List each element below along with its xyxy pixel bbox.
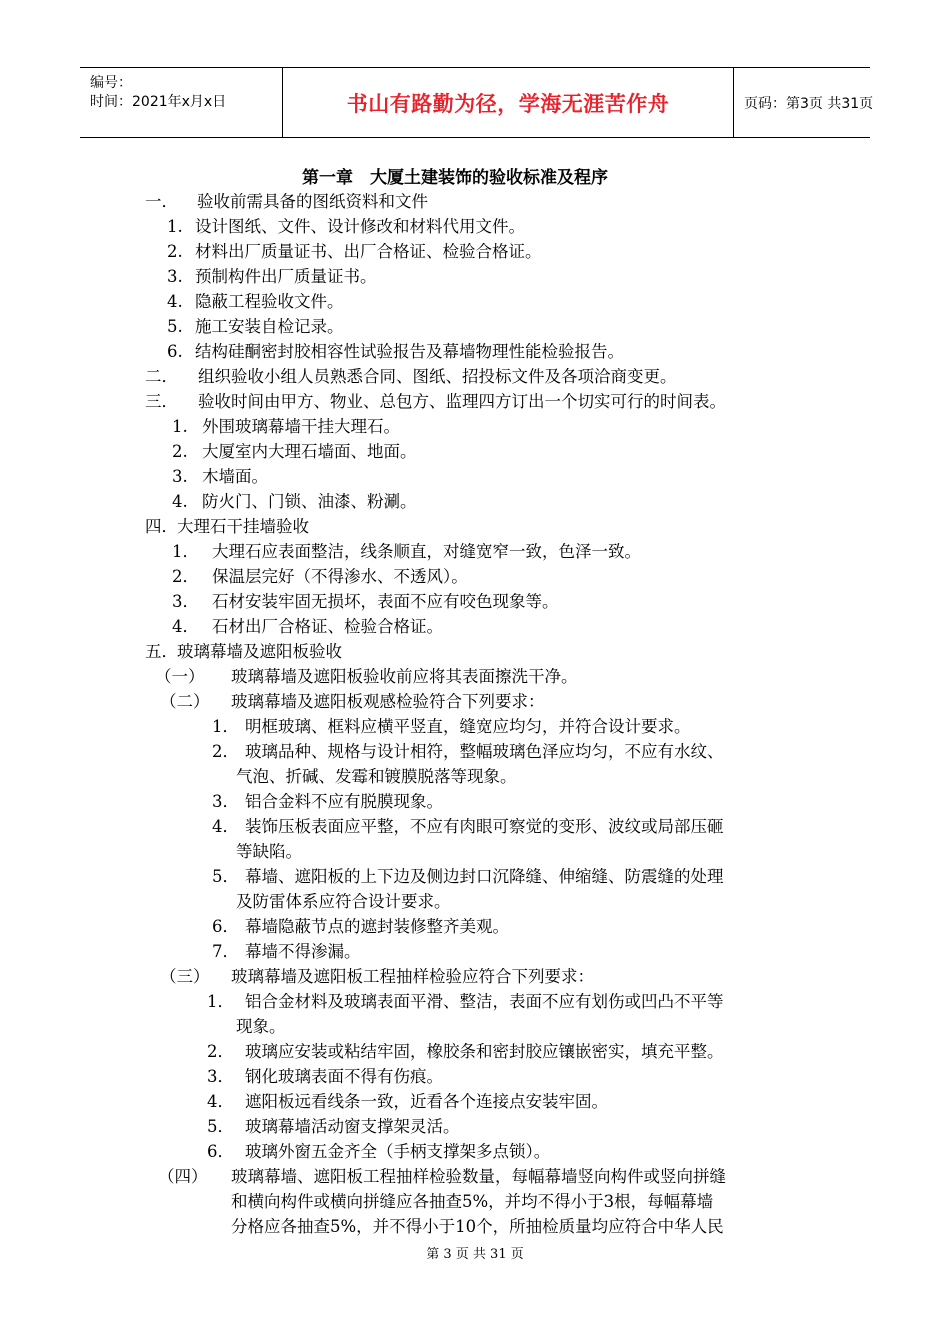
list-item: （三） 玻璃幕墙及遮阳板工程抽样检验应符合下列要求： (160, 967, 594, 986)
list-item: 3. 预制构件出厂质量证书。 (167, 267, 377, 286)
list-item: 5． 玻璃幕墙活动窗支撑架灵活。 (207, 1117, 460, 1136)
list-item: 2． 保温层完好（不得渗水、不透风）。 (172, 567, 468, 586)
list-item: 1. 设计图纸、文件、设计修改和材料代用文件。 (167, 217, 525, 236)
list-item: 3． 石材安装牢固无损坏，表面不应有咬色现象等。 (172, 592, 559, 611)
list-item: 4. 隐蔽工程验收文件。 (167, 292, 344, 311)
list-item: 四．大理石干挂墙验收 (145, 517, 309, 536)
header-motto: 书山有路勤为径，学海无涯苦作舟 (282, 68, 734, 137)
list-item: 4． 遮阳板远看线条一致，近看各个连接点安装牢固。 (207, 1092, 608, 1111)
list-item: 二． 组织验收小组人员熟悉合同、图纸、招投标文件及各项洽商变更。 (145, 367, 677, 386)
date-label: 时间：2021年x月x日 (90, 94, 227, 110)
list-item: 1． 大理石应表面整洁，线条顺直，对缝宽窄一致，色泽一致。 (172, 542, 641, 561)
list-item: 2． 玻璃应安装或粘结牢固，橡胶条和密封胶应镶嵌密实，填充平整。 (207, 1042, 724, 1061)
list-item: 三． 验收时间由甲方、物业、总包方、监理四方订出一个切实可行的时间表。 (145, 392, 726, 411)
list-item: 7． 幕墙不得渗漏。 (212, 942, 361, 961)
list-item: 6. 结构硅酮密封胶相容性试验报告及幕墙物理性能检验报告。 (167, 342, 624, 361)
list-item: 及防雷体系应符合设计要求。 (236, 892, 451, 911)
list-item: 1. 外围玻璃幕墙干挂大理石。 (172, 417, 400, 436)
chapter-title: 第一章 大厦土建装饰的验收标准及程序 (302, 168, 608, 188)
header-meta (80, 68, 282, 137)
list-item: 4. 防火门、门锁、油漆、粉涮。 (172, 492, 417, 511)
list-item: 5. 施工安装自检记录。 (167, 317, 344, 336)
list-item: 一． 验收前需具备的图纸资料和文件 (145, 192, 428, 211)
list-item: 五．玻璃幕墙及遮阳板验收 (145, 642, 342, 661)
list-item: 6． 玻璃外窗五金齐全（手柄支撑架多点锁）。 (207, 1142, 551, 1161)
list-item: 2. 材料出厂质量证书、出厂合格证、检验合格证。 (167, 242, 542, 261)
page-header (80, 67, 874, 138)
list-item: （四） 玻璃幕墙、遮阳板工程抽样检验数量，每幅幕墙竖向构件或竖向拼缝 (158, 1167, 726, 1186)
list-item: 5． 幕墙、遮阳板的上下边及侧边封口沉降缝、伸缩缝、防震缝的处理 (212, 867, 724, 886)
list-item: 2. 大厦室内大理石墙面、地面。 (172, 442, 417, 461)
list-item: （一） 玻璃幕墙及遮阳板验收前应将其表面擦洗干净。 (155, 667, 578, 686)
list-item: 1． 铝合金材料及玻璃表面平滑、整洁，表面不应有划伤或凹凸不平等 (207, 992, 724, 1011)
list-item: 现象。 (236, 1017, 286, 1036)
number-label: 编号： (90, 75, 132, 91)
list-item: 等缺陷。 (236, 842, 302, 861)
list-item: 3． 钢化玻璃表面不得有伤痕。 (207, 1067, 443, 1086)
list-item: 6． 幕墙隐蔽节点的遮封装修整齐美观。 (212, 917, 509, 936)
list-item: 和横向构件或横向拼缝应各抽查5%，并均不得小于3根，每幅幕墙 (231, 1192, 714, 1211)
list-item: 4． 装饰压板表面应平整，不应有肉眼可察觉的变形、波纹或局部压砸 (212, 817, 724, 836)
page-footer: 第 3 页 共 31 页 (426, 1247, 524, 1262)
list-item: 气泡、折碱、发霉和镀膜脱落等现象。 (236, 767, 517, 786)
list-item: （二） 玻璃幕墙及遮阳板观感检验符合下列要求： (160, 692, 545, 711)
list-item: 4． 石材出厂合格证、检验合格证。 (172, 617, 443, 636)
header-page-code: 页码：第3页 共31页 (744, 95, 874, 112)
list-item: 3． 铝合金料不应有脱膜现象。 (212, 792, 443, 811)
list-item: 2． 玻璃品种、规格与设计相符，整幅玻璃色泽应均匀，不应有水纹、 (212, 742, 724, 761)
list-item: 1． 明框玻璃、框料应横平竖直，缝宽应均匀，并符合设计要求。 (212, 717, 691, 736)
list-item: 3. 木墙面。 (172, 467, 268, 486)
list-item: 分格应各抽查5%，并不得小于10个，所抽检质量均应符合中华人民 (231, 1217, 724, 1236)
